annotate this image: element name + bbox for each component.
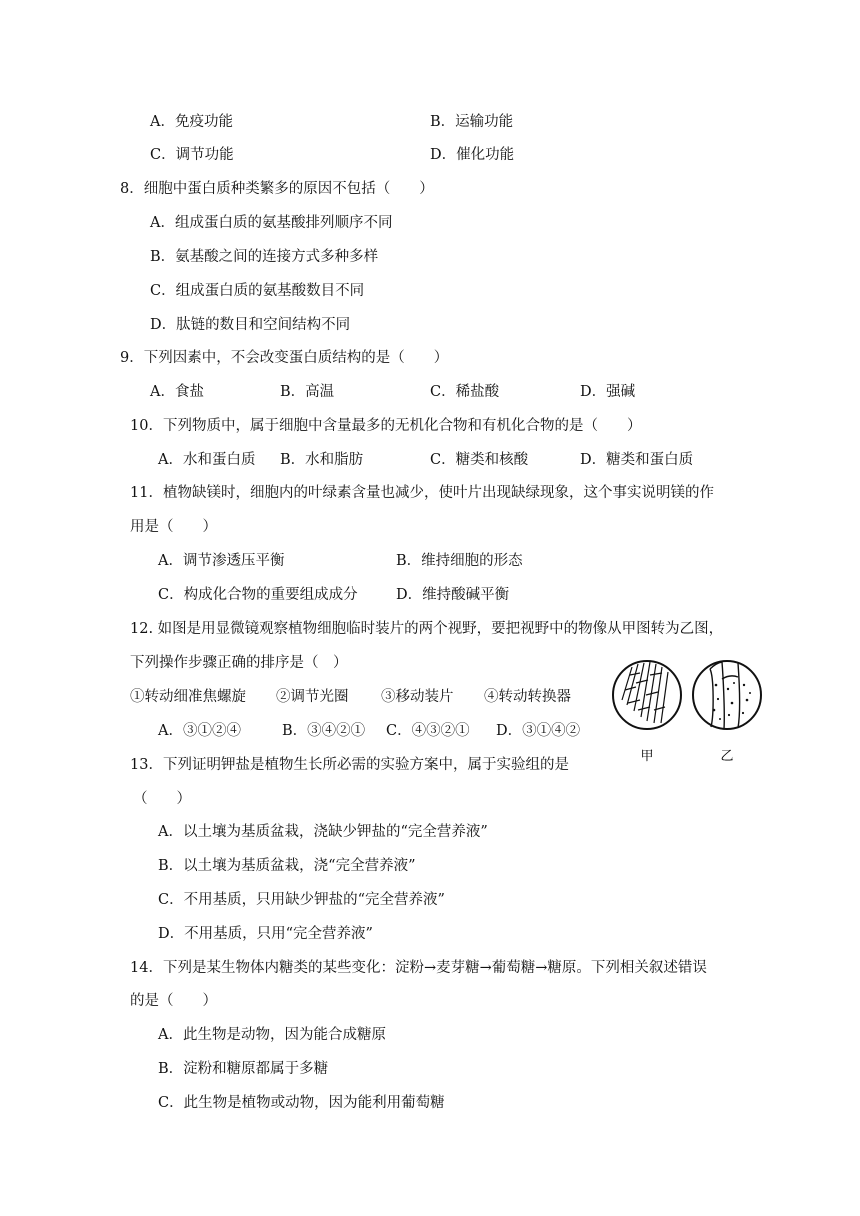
q14-stem-line2: 的是（ ）	[130, 993, 217, 1009]
view-yi-circle	[693, 661, 761, 729]
q11-option-d: D．维持酸碱平衡	[396, 587, 510, 603]
q7-option-b: B．运输功能	[430, 114, 514, 130]
q10-stem: 10．下列物质中，属于细胞中含量最多的无机化合物和有机化合物的是（ ）	[130, 418, 642, 434]
q7-option-c: C．调节功能	[150, 147, 234, 163]
q10-option-b: B．水和脂肪	[280, 452, 364, 468]
q14-option-c: C．此生物是植物或动物，因为能利用葡萄糖	[158, 1095, 445, 1111]
q13-option-a: A．以土壤为基质盆栽，浇缺少钾盐的“完全营养液”	[158, 824, 488, 840]
q10-option-a: A．水和蛋白质	[158, 452, 256, 468]
q11-option-c: C．构成化合物的重要组成成分	[158, 587, 358, 603]
q12-option-a: A．③①②④	[158, 723, 241, 739]
q12-option-d: D．③①④②	[496, 723, 581, 739]
microscope-views-figure	[610, 655, 770, 770]
view-jia-circle	[613, 661, 681, 729]
q9-option-b: B．高温	[280, 384, 335, 400]
q11-stem-line1: 11．植物缺镁时，细胞内的叶绿素含量也减少，使叶片出现缺绿现象，这个事实说明镁的作	[130, 485, 714, 501]
q12-stem-line2: 下列操作步骤正确的排序是（ ）	[130, 655, 348, 671]
q9-option-a: A．食盐	[150, 384, 204, 400]
q13-stem-line2: （ ）	[133, 791, 191, 807]
q11-stem-line2: 用是（ ）	[130, 519, 217, 535]
q14-stem-line1: 14．下列是某生物体内糖类的某些变化：淀粉→麦芽糖→葡萄糖→糖原。下列相关叙述错误	[130, 960, 707, 976]
q7-option-a: A．免疫功能	[150, 114, 233, 130]
q9-stem: 9．下列因素中，不会改变蛋白质结构的是（ ）	[120, 350, 449, 366]
q12-option-c: C．④③②①	[386, 723, 470, 739]
q13-option-c: C．不用基质，只用缺少钾盐的“完全营养液”	[158, 892, 445, 908]
q8-option-a: A．组成蛋白质的氨基酸排列顺序不同	[150, 215, 393, 231]
view-jia-label: 甲	[640, 749, 654, 764]
q7-option-d: D．催化功能	[430, 147, 515, 163]
q12-step-2: ②调节光圈	[276, 689, 349, 705]
q9-option-c: C．稀盐酸	[430, 384, 500, 400]
q11-option-a: A．调节渗透压平衡	[158, 553, 285, 569]
q12-step-4: ④转动转换器	[484, 689, 571, 705]
q13-option-d: D．不用基质，只用“完全营养液”	[158, 926, 373, 942]
q12-stem-line1: 12. 如图是用显微镜观察植物细胞临时装片的两个视野，要把视野中的物像从甲图转为乙图，	[130, 621, 724, 637]
q8-stem: 8．细胞中蛋白质种类繁多的原因不包括（ ）	[120, 181, 434, 197]
q12-step-1: ①转动细准焦螺旋	[130, 689, 246, 705]
q8-option-d: D．肽链的数目和空间结构不同	[150, 317, 351, 333]
q10-option-c: C．糖类和核酸	[430, 452, 529, 468]
q8-option-c: C．组成蛋白质的氨基酸数目不同	[150, 283, 365, 299]
q14-option-a: A．此生物是动物，因为能合成糖原	[158, 1027, 386, 1043]
q12-step-3: ③移动装片	[381, 689, 454, 705]
q12-option-b: B．③④②①	[282, 723, 366, 739]
q14-option-b: B．淀粉和糖原都属于多糖	[158, 1061, 329, 1077]
q10-option-d: D．糖类和蛋白质	[580, 452, 694, 468]
q8-option-b: B．氨基酸之间的连接方式多种多样	[150, 249, 379, 265]
q13-stem-line1: 13．下列证明钾盐是植物生长所必需的实验方案中，属于实验组的是	[130, 757, 569, 773]
q9-option-d: D．强碱	[580, 384, 636, 400]
view-yi-label: 乙	[720, 749, 734, 764]
q13-option-b: B．以土壤为基质盆栽，浇“完全营养液”	[158, 858, 416, 874]
q11-option-b: B．维持细胞的形态	[396, 553, 523, 569]
